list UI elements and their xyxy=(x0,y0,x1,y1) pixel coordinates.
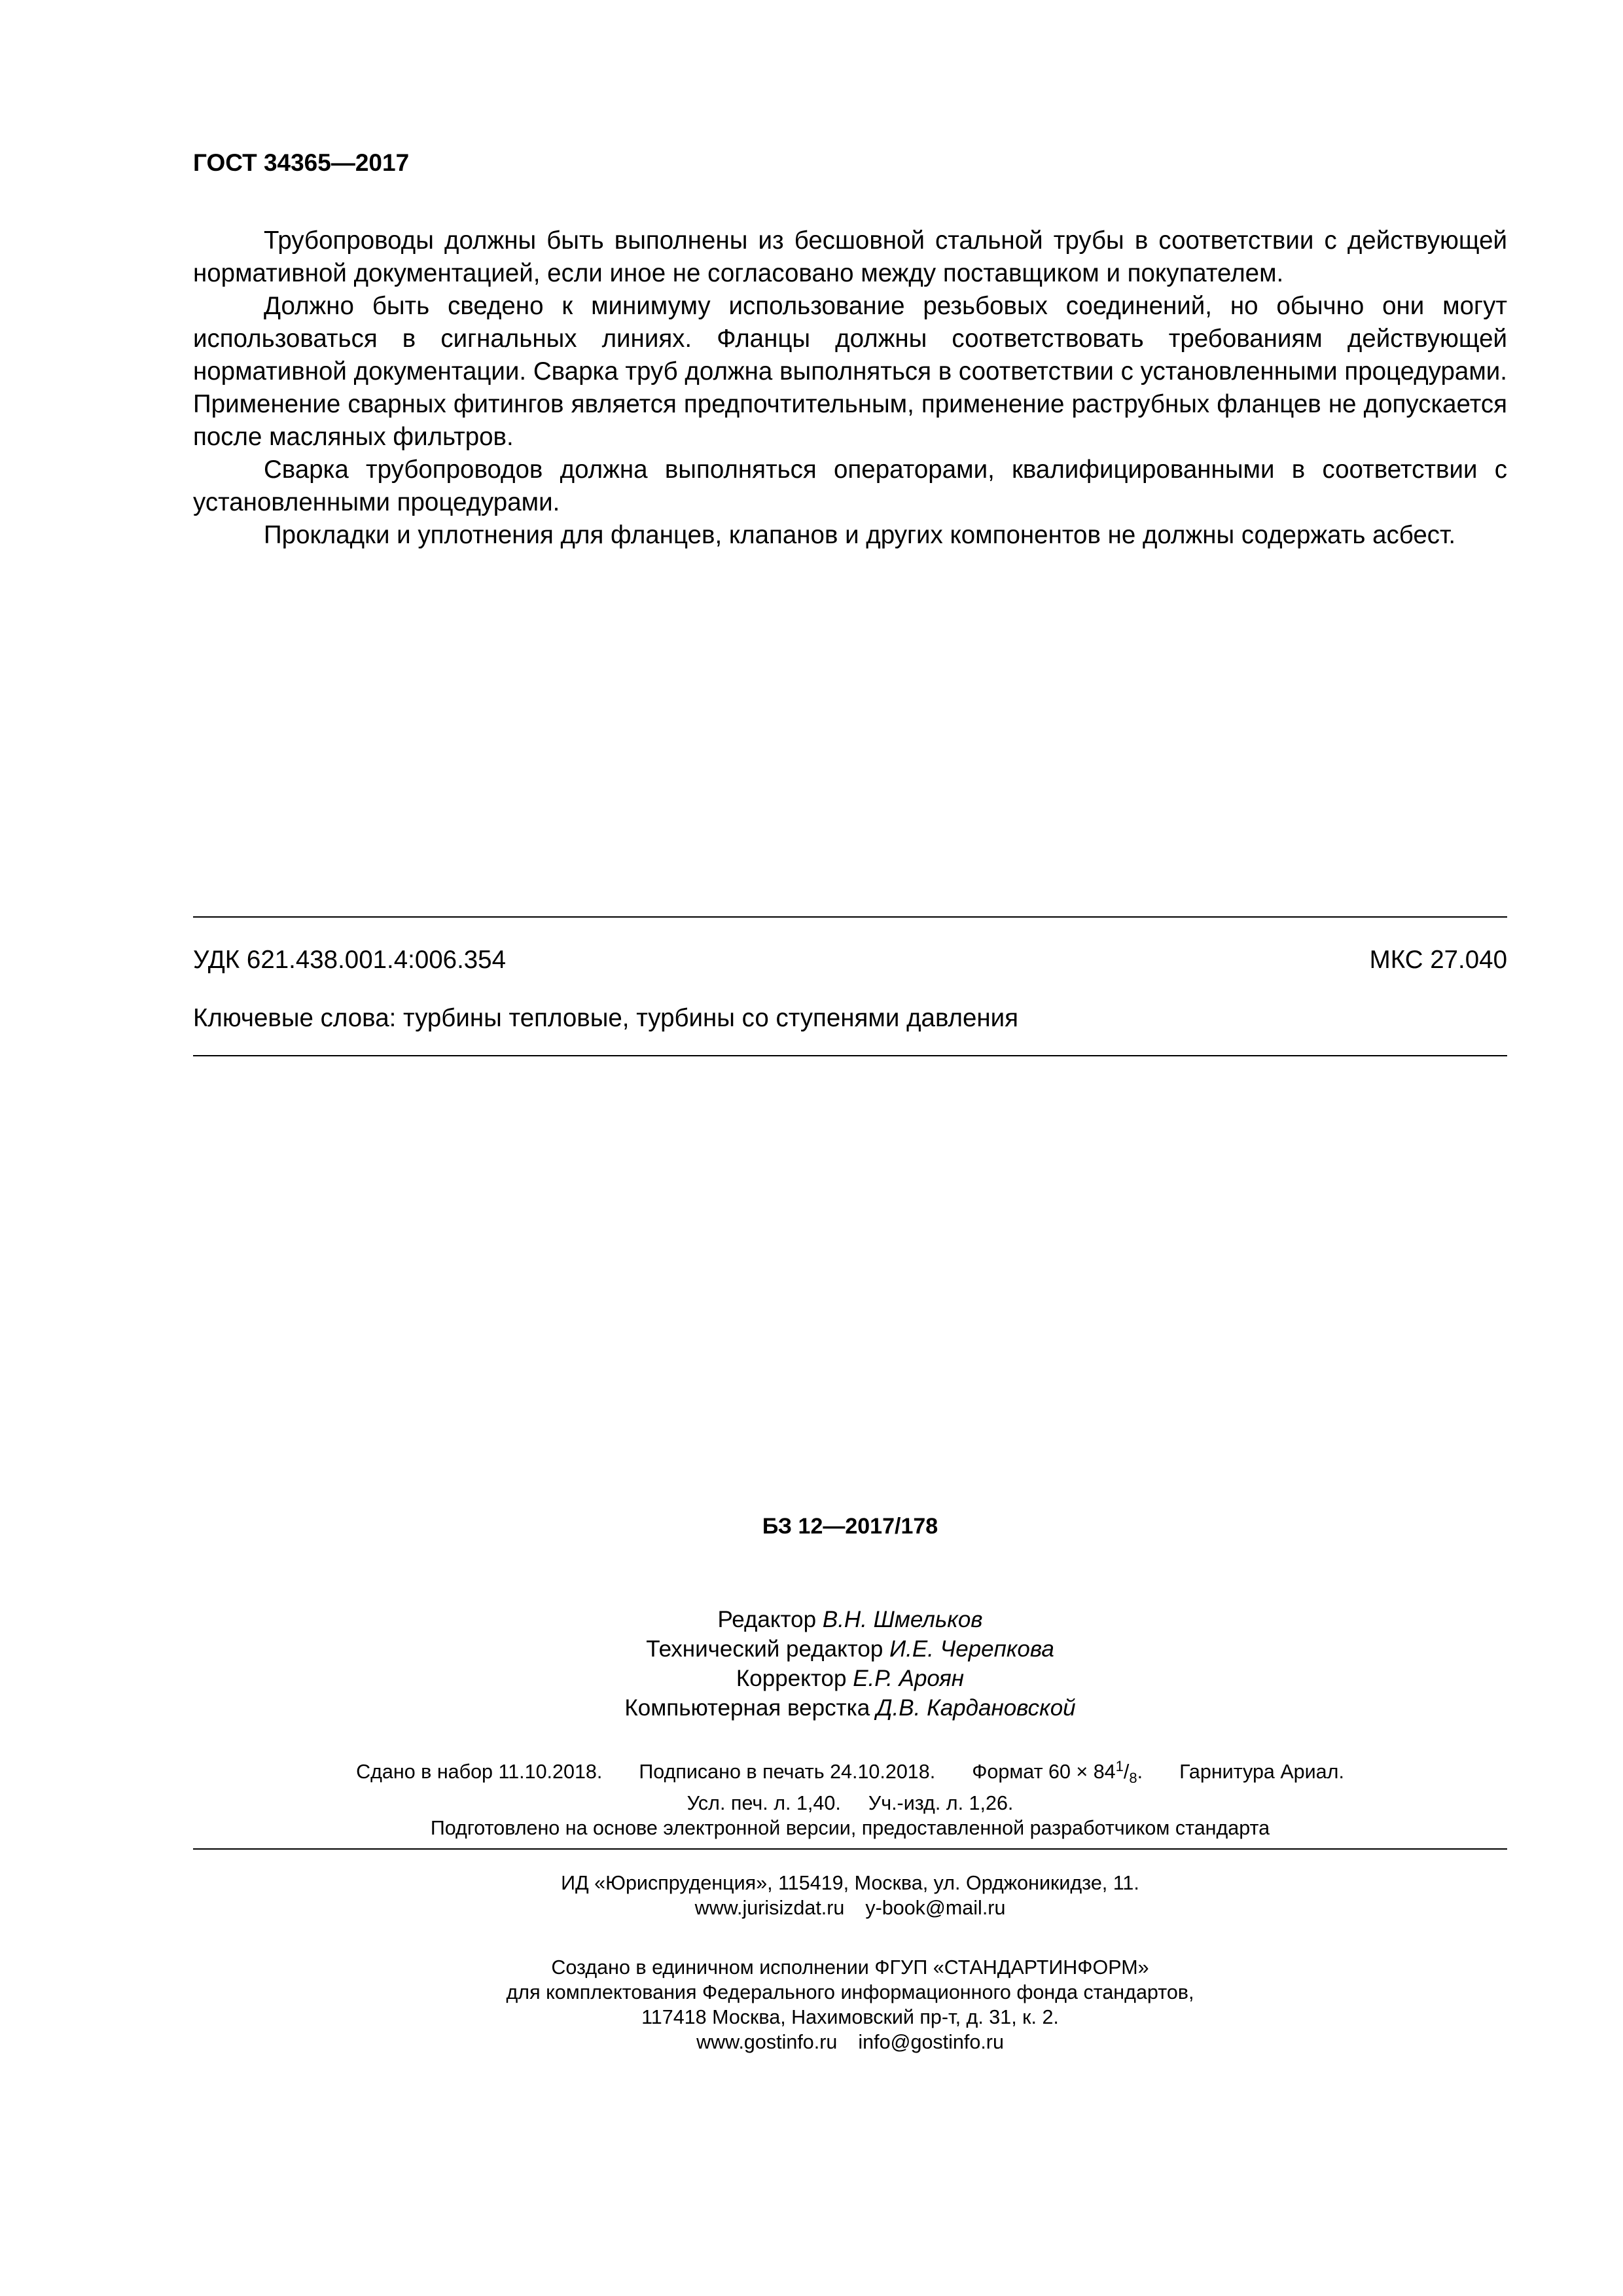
credit-proofreader-name: Е.Р. Ароян xyxy=(853,1666,965,1691)
publisher-block xyxy=(193,1871,1507,1920)
divider-top xyxy=(193,916,1507,918)
credit-editor-name: В.Н. Шмельков xyxy=(822,1607,983,1632)
body-text xyxy=(193,224,1507,552)
creator-line-2: для комплектования Федерального информационного фонда стандартов, xyxy=(506,1981,1194,2003)
divider-bottom xyxy=(193,1055,1507,1056)
creator-email-link[interactable]: info@gostinfo.ru xyxy=(858,2031,1004,2053)
publisher-address: ИД «Юриспруденция», 115419, Москва, ул. Орджоникидзе, 11. xyxy=(561,1872,1139,1894)
credit-tech-editor-name: И.Е. Черепкова xyxy=(889,1636,1054,1662)
divider-publisher xyxy=(193,1848,1507,1850)
credit-layout-name: Д.В. Кардановской xyxy=(876,1695,1076,1721)
print-info-line-1 xyxy=(193,1754,1507,1791)
mks-code: МКС 27.040 xyxy=(1369,946,1507,974)
submitted-date: Сдано в набор 11.10.2018. xyxy=(356,1761,603,1784)
print-info-line-2 xyxy=(193,1791,1507,1816)
bz-number: БЗ 12—2017/178 xyxy=(762,1514,938,1539)
publisher-contacts xyxy=(193,1895,1507,1920)
classification-row xyxy=(193,946,1507,975)
keywords: Ключевые слова: турбины тепловые, турбины со ступенями давления xyxy=(193,1004,1019,1032)
credits-block xyxy=(193,1605,1507,1723)
publisher-email-link[interactable]: y-book@mail.ru xyxy=(865,1897,1006,1919)
credit-layout: Компьютерная верстка Д.В. Кардановской xyxy=(624,1695,1076,1721)
print-sheets: Усл. печ. л. 1,40. xyxy=(687,1792,841,1815)
credit-tech-editor: Технический редактор И.Е. Черепкова xyxy=(646,1636,1054,1662)
paragraph-pipes: Трубопроводы должны быть выполнены из бесшовной стальной трубы в соответствии с действующей нормативной документацией, если иное не согласовано между поставщиком и покупателем. xyxy=(193,226,1507,287)
print-format: Формат $60 \times 84^1/_8$. xyxy=(972,1758,1143,1787)
publisher-site-link[interactable]: www.jurisizdat.ru xyxy=(694,1897,845,1919)
udk-code: УДК 621.438.001.4:006.354 xyxy=(193,946,506,974)
creator-line-1: Создано в единичном исполнении ФГУП «СТАНДАРТИНФОРМ» xyxy=(551,1956,1149,1979)
credit-editor: Редактор В.Н. Шмельков xyxy=(717,1607,983,1632)
creator-contacts xyxy=(193,2030,1507,2054)
paragraph-welding: Сварка трубопроводов должна выполняться операторами, квалифицированными в соответствии с установленными процедурами. xyxy=(193,456,1507,516)
creator-block xyxy=(193,1955,1507,2054)
typeface: Гарнитура Ариал. xyxy=(1179,1761,1344,1784)
document-header: ГОСТ 34365—2017 xyxy=(193,149,410,176)
creator-site-link[interactable]: www.gostinfo.ru xyxy=(696,2031,838,2053)
prepared-note: Подготовлено на основе электронной версии, предоставленной разработчиком стандарта xyxy=(430,1817,1270,1840)
signed-date: Подписано в печать 24.10.2018. xyxy=(639,1761,936,1784)
paragraph-gaskets: Прокладки и уплотнения для фланцев, клапанов и других компонентов не должны содержать асбест. xyxy=(264,521,1456,549)
paragraph-threaded-joints: Должно быть сведено к минимуму использование резьбовых соединений, но обычно они могут использоваться в сигнальных линиях. Фланцы должны соответствовать требованиям действующей нормативной документации. Сварка труб должна выполняться в соответствии с установленными процедурами. Применение сварных фитингов является предпочтительным, применение раструбных фланцев не допускается после масляных фильтров. xyxy=(193,292,1507,451)
creator-line-3: 117418 Москва, Нахимовский пр-т, д. 31, к. 2. xyxy=(641,2006,1059,2028)
print-info xyxy=(193,1754,1507,1840)
credit-proofreader: Корректор Е.Р. Ароян xyxy=(736,1666,965,1691)
edition-sheets: Уч.-изд. л. 1,26. xyxy=(868,1792,1014,1815)
